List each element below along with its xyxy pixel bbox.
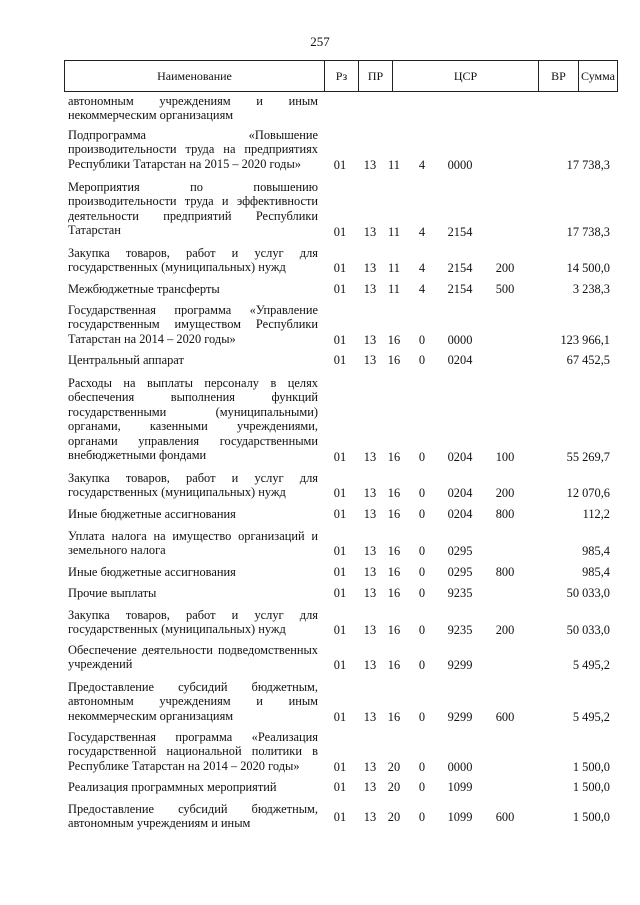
row-csr-subprogram: 0 <box>418 486 426 500</box>
row-name: Иные бюджетные ассигнования <box>68 565 236 579</box>
row-pr: 13 <box>363 658 377 672</box>
row-rz: 01 <box>333 450 347 464</box>
row-pr: 13 <box>363 623 377 637</box>
row-rz: 01 <box>333 565 347 579</box>
row-csr-subprogram: 0 <box>418 450 426 464</box>
row-name: Прочие выплаты <box>68 586 157 600</box>
row-csr-subprogram: 4 <box>418 225 426 239</box>
row-csr-program: 11 <box>388 282 400 296</box>
header-csr: ЦСР <box>393 61 539 91</box>
row-name: Центральный аппарат <box>68 353 184 367</box>
row-csr-program: 16 <box>387 586 401 600</box>
row-csr-program: 20 <box>387 780 401 794</box>
row-rz: 01 <box>333 333 347 347</box>
row-sum: 14 500,0 <box>566 261 610 275</box>
row-pr: 13 <box>363 760 377 774</box>
table-header <box>64 60 618 92</box>
row-pr: 13 <box>363 544 377 558</box>
row-name: Уплата налога на имущество организаций и земельного налога <box>68 529 318 558</box>
row-csr-direction: 0204 <box>447 486 473 500</box>
page-number: 257 <box>310 34 330 49</box>
row-rz: 01 <box>333 486 347 500</box>
row-rz: 01 <box>333 507 347 521</box>
row-csr-direction: 1099 <box>447 780 473 794</box>
row-csr-direction: 0000 <box>447 158 473 172</box>
row-sum: 5 495,2 <box>572 710 610 724</box>
row-csr-subprogram: 0 <box>418 353 426 367</box>
header-rz: Рз <box>325 61 359 91</box>
row-vr: 200 <box>495 623 515 637</box>
row-sum: 17 738,3 <box>566 225 610 239</box>
header-name: Наименование <box>65 61 325 91</box>
row-csr-subprogram: 0 <box>418 586 426 600</box>
row-csr-direction: 0000 <box>447 760 473 774</box>
row-sum: 985,4 <box>582 544 610 558</box>
row-csr-direction: 0204 <box>447 507 473 521</box>
row-sum: 123 966,1 <box>560 333 610 347</box>
row-name: Межбюджетные трансферты <box>68 282 220 296</box>
header-pr: ПР <box>359 61 393 91</box>
row-name: Реализация программных мероприятий <box>68 780 277 794</box>
row-csr-subprogram: 0 <box>418 565 426 579</box>
row-name: Закупка товаров, работ и услуг для государственных (муниципальных) нужд <box>68 246 318 275</box>
row-rz: 01 <box>333 282 347 296</box>
row-csr-program: 16 <box>387 710 401 724</box>
row-csr-program: 16 <box>387 623 401 637</box>
row-csr-direction: 0000 <box>447 333 473 347</box>
row-csr-subprogram: 0 <box>418 333 426 347</box>
row-csr-subprogram: 0 <box>418 623 426 637</box>
row-csr-program: 20 <box>387 810 401 824</box>
row-csr-direction: 0204 <box>447 450 473 464</box>
row-rz: 01 <box>333 810 347 824</box>
row-pr: 13 <box>363 810 377 824</box>
row-name: Расходы на выплаты персоналу в целях обеспечения выполнения функций государственными (муниципальными) органами, казенными учреждениями, органами управления государственными внебюджетными фондами <box>68 376 318 463</box>
row-csr-subprogram: 4 <box>418 282 426 296</box>
row-pr: 13 <box>363 586 377 600</box>
row-name: Предоставление субсидий бюджетным, автономным учреждениям и иным некоммерческим организациям <box>68 680 318 723</box>
row-name: Закупка товаров, работ и услуг для государственных (муниципальных) нужд <box>68 608 318 637</box>
row-sum: 1 500,0 <box>572 760 610 774</box>
row-pr: 13 <box>363 507 377 521</box>
row-name: Иные бюджетные ассигнования <box>68 507 236 521</box>
row-csr-direction: 9235 <box>447 586 473 600</box>
row-sum: 112,2 <box>582 507 610 521</box>
row-csr-program: 16 <box>387 565 401 579</box>
row-pr: 13 <box>363 565 377 579</box>
row-sum: 1 500,0 <box>572 810 610 824</box>
row-csr-subprogram: 0 <box>418 544 426 558</box>
row-csr-program: 16 <box>387 658 401 672</box>
row-pr: 13 <box>363 282 377 296</box>
row-rz: 01 <box>333 544 347 558</box>
row-name: Подпрограмма «Повышение производительности труда на предприятиях Республики Татарстан на 2015 – 2020 годы» <box>68 128 318 171</box>
row-vr: 800 <box>495 507 515 521</box>
row-sum: 1 500,0 <box>572 780 610 794</box>
row-csr-direction: 1099 <box>447 810 473 824</box>
row-vr: 100 <box>495 450 515 464</box>
row-sum: 12 070,6 <box>566 486 610 500</box>
row-rz: 01 <box>333 780 347 794</box>
row-csr-program: 16 <box>387 353 401 367</box>
row-csr-direction: 9299 <box>447 710 473 724</box>
row-rz: 01 <box>333 710 347 724</box>
row-name: Предоставление субсидий бюджетным, автономным учреждениям и иным <box>68 802 318 831</box>
row-csr-direction: 0295 <box>447 544 473 558</box>
row-csr-subprogram: 0 <box>418 710 426 724</box>
row-pr: 13 <box>363 710 377 724</box>
row-vr: 200 <box>495 261 515 275</box>
row-name: Мероприятия по повышению производительности труда и эффективности деятельности предприятий Республики Татарстан <box>68 180 318 238</box>
row-vr: 800 <box>495 565 515 579</box>
row-csr-direction: 9299 <box>447 658 473 672</box>
row-csr-program: 20 <box>387 760 401 774</box>
row-csr-subprogram: 4 <box>418 158 426 172</box>
row-sum: 5 495,2 <box>572 658 610 672</box>
row-csr-program: 11 <box>388 225 400 239</box>
row-pr: 13 <box>363 353 377 367</box>
row-pr: 13 <box>363 780 377 794</box>
row-rz: 01 <box>333 760 347 774</box>
row-pr: 13 <box>363 333 377 347</box>
row-sum: 67 452,5 <box>566 353 610 367</box>
row-rz: 01 <box>333 623 347 637</box>
row-csr-program: 16 <box>387 544 401 558</box>
row-csr-program: 16 <box>387 486 401 500</box>
row-vr: 600 <box>495 810 515 824</box>
row-vr: 200 <box>495 486 515 500</box>
row-sum: 55 269,7 <box>566 450 610 464</box>
header-vr: ВР <box>539 61 579 91</box>
row-csr-direction: 0204 <box>447 353 473 367</box>
row-csr-subprogram: 0 <box>418 760 426 774</box>
row-vr: 500 <box>495 282 515 296</box>
row-pr: 13 <box>363 225 377 239</box>
row-sum: 17 738,3 <box>566 158 610 172</box>
row-sum: 50 033,0 <box>566 623 610 637</box>
row-csr-direction: 9235 <box>447 623 473 637</box>
row-csr-program: 16 <box>387 507 401 521</box>
row-csr-program: 16 <box>387 333 401 347</box>
row-rz: 01 <box>333 158 347 172</box>
row-sum: 50 033,0 <box>566 586 610 600</box>
row-pr: 13 <box>363 158 377 172</box>
row-rz: 01 <box>333 225 347 239</box>
row-rz: 01 <box>333 586 347 600</box>
row-csr-direction: 0295 <box>447 565 473 579</box>
row-csr-subprogram: 4 <box>418 261 426 275</box>
row-csr-subprogram: 0 <box>418 810 426 824</box>
row-csr-subprogram: 0 <box>418 507 426 521</box>
row-csr-direction: 2154 <box>447 261 473 275</box>
row-vr: 600 <box>495 710 515 724</box>
row-csr-subprogram: 0 <box>418 658 426 672</box>
row-pr: 13 <box>363 261 377 275</box>
row-rz: 01 <box>333 658 347 672</box>
row-sum: 985,4 <box>582 565 610 579</box>
row-sum: 3 238,3 <box>572 282 610 296</box>
row-csr-program: 16 <box>387 450 401 464</box>
row-rz: 01 <box>333 261 347 275</box>
row-csr-direction: 2154 <box>447 282 473 296</box>
row-csr-direction: 2154 <box>447 225 473 239</box>
row-name: автономным учреждениям и иным некоммерческим организациям <box>68 94 318 123</box>
row-name: Государственная программа «Реализация государственной национальной политики в Республике Татарстан на 2014 – 2020 годы» <box>68 730 318 773</box>
row-pr: 13 <box>363 450 377 464</box>
row-rz: 01 <box>333 353 347 367</box>
row-name: Государственная программа «Управление государственным имуществом Республики Татарстан на 2014 – 2020 годы» <box>68 303 318 346</box>
row-name: Обеспечение деятельности подведомственных учреждений <box>68 643 318 672</box>
row-pr: 13 <box>363 486 377 500</box>
row-csr-subprogram: 0 <box>418 780 426 794</box>
row-name: Закупка товаров, работ и услуг для государственных (муниципальных) нужд <box>68 471 318 500</box>
header-sum: Сумма <box>581 69 615 83</box>
row-csr-program: 11 <box>388 261 400 275</box>
row-csr-program: 11 <box>388 158 400 172</box>
